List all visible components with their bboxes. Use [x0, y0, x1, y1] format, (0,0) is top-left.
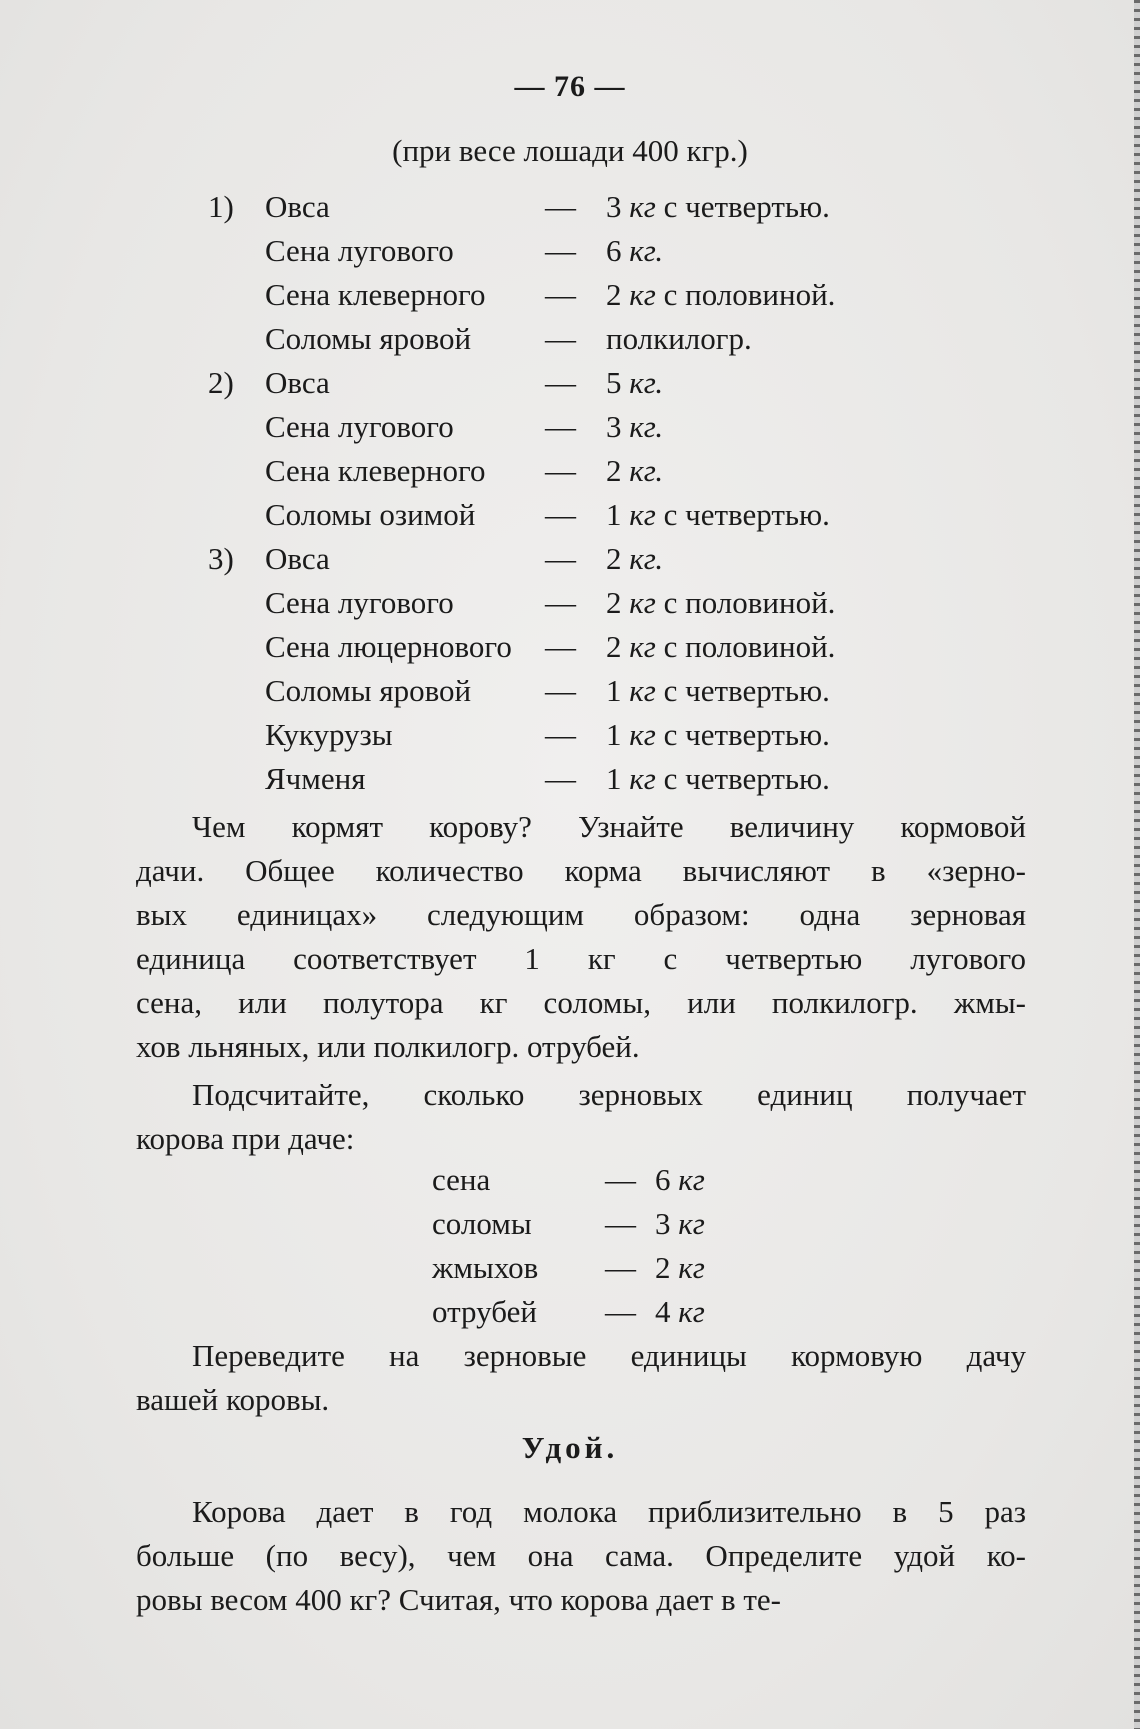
- text-line: вашей коровы.: [136, 1382, 330, 1417]
- dash: —: [545, 365, 576, 400]
- amount-rest: с четвертью.: [663, 717, 830, 752]
- feed-amount: [606, 361, 663, 405]
- feed-name: Овса: [265, 189, 330, 224]
- amount-rest: с четвертью.: [663, 673, 830, 708]
- ration-subtitle: (при весе лошади 400 кгр.): [392, 133, 748, 168]
- feed-amount: [606, 757, 830, 801]
- feed-name: Соломы яровой: [265, 673, 472, 708]
- amount-rest: с половиной.: [663, 585, 836, 620]
- amount-qty: 2: [606, 541, 622, 576]
- ration-number: 2): [208, 365, 234, 400]
- ration-row: [0, 713, 1140, 757]
- amount-qty: 3: [606, 409, 622, 444]
- feed-amount: [606, 273, 835, 317]
- amount-unit: кг: [629, 673, 656, 708]
- feed-amount: [606, 405, 663, 449]
- feed-amount: [606, 317, 752, 361]
- text-line: больше (по весу), чем она сама. Определите удой ко-: [136, 1538, 1026, 1573]
- amount-qty: 6: [655, 1162, 671, 1197]
- feed-name: сена: [432, 1162, 491, 1197]
- dash: —: [545, 497, 576, 532]
- amount-unit: кг: [629, 629, 656, 664]
- amount-qty: 2: [606, 453, 622, 488]
- amount-unit: кг.: [629, 409, 664, 444]
- amount-unit: кг.: [629, 365, 664, 400]
- feed-name: Сена клеверного: [265, 453, 486, 488]
- paragraph-milk-yield: [136, 1490, 1026, 1622]
- amount-rest: с половиной.: [663, 277, 836, 312]
- amount-qty: 4: [655, 1294, 671, 1329]
- paragraph-count-units: [136, 1073, 1026, 1161]
- ration-row: [0, 449, 1140, 493]
- amount-rest: с половиной.: [663, 629, 836, 664]
- amount-qty: 2: [606, 585, 622, 620]
- feed-amount: [655, 1158, 705, 1202]
- amount-qty: 1: [606, 761, 622, 796]
- feed-name: Кукурузы: [265, 717, 393, 752]
- feed-name: Сена лугового: [265, 585, 454, 620]
- text-line: Чем кормят корову? Узнайте величину кормовой: [192, 809, 1026, 844]
- dash: —: [545, 629, 576, 664]
- dash: —: [545, 717, 576, 752]
- feed-name: Овса: [265, 365, 330, 400]
- amount-qty: 3: [655, 1206, 671, 1241]
- feed-name: Соломы яровой: [265, 321, 472, 356]
- amount-unit: кг: [629, 189, 656, 224]
- text-line: ровы весом 400 кг? Считая, что корова дает в те-: [136, 1582, 781, 1617]
- feed-amount: [655, 1202, 705, 1246]
- cow-ration-row: [0, 1290, 1140, 1334]
- ration-row: [0, 757, 1140, 801]
- ration-row: [0, 405, 1140, 449]
- feed-name: Сена лугового: [265, 233, 454, 268]
- amount-unit: кг: [629, 277, 656, 312]
- amount-qty: 6: [606, 233, 622, 268]
- feed-amount: [606, 625, 835, 669]
- page-number: — 76 —: [514, 70, 626, 103]
- feed-amount: [655, 1246, 705, 1290]
- feed-amount: [606, 229, 663, 273]
- dash: —: [605, 1206, 636, 1241]
- amount-qty: 2: [606, 629, 622, 664]
- feed-name: Сена лугового: [265, 409, 454, 444]
- amount-rest: с четвертью.: [663, 497, 830, 532]
- feed-name: отрубей: [432, 1294, 537, 1329]
- dash: —: [545, 189, 576, 224]
- cow-ration-row: [0, 1246, 1140, 1290]
- text-line: Подсчитайте, сколько зерновых единиц получает: [192, 1077, 1026, 1112]
- ration-row: [0, 493, 1140, 537]
- feed-amount: [606, 449, 663, 493]
- feed-amount: [606, 185, 830, 229]
- ration-row: [0, 669, 1140, 713]
- feed-amount: [606, 493, 830, 537]
- amount-qty: 2: [655, 1250, 671, 1285]
- ration-row: [0, 317, 1140, 361]
- amount-qty: 2: [606, 277, 622, 312]
- text-line: хов льняных, или полкилогр. отрубей.: [136, 1029, 640, 1064]
- amount-unit: кг: [629, 585, 656, 620]
- text-line: вых единицах» следующим образом: одна зерновая: [136, 897, 1026, 932]
- amount-rest: с четвертью.: [663, 189, 830, 224]
- amount-qty: 3: [606, 189, 622, 224]
- dash: —: [605, 1162, 636, 1197]
- amount-rest: с четвертью.: [663, 761, 830, 796]
- amount-unit: кг: [629, 497, 656, 532]
- dash: —: [545, 277, 576, 312]
- text-line: Переведите на зерновые единицы кормовую дачу: [192, 1338, 1026, 1373]
- text-line: единица соответствует 1 кг с четвертью лугового: [136, 941, 1026, 976]
- amount-qty: полкилогр.: [606, 321, 752, 356]
- feed-amount: [606, 537, 663, 581]
- ration-number: 1): [208, 189, 234, 224]
- dash: —: [545, 409, 576, 444]
- text-line: корова при даче:: [136, 1121, 355, 1156]
- ration-row: [0, 273, 1140, 317]
- section-title: Удой.: [521, 1430, 619, 1465]
- amount-qty: 1: [606, 673, 622, 708]
- dash: —: [545, 585, 576, 620]
- text-line: сена, или полутора кг соломы, или полкилогр. жмы-: [136, 985, 1026, 1020]
- feed-name: Сена люцернового: [265, 629, 512, 664]
- paragraph-convert: [136, 1334, 1026, 1422]
- ration-number: 3): [208, 541, 234, 576]
- amount-unit: кг.: [629, 453, 664, 488]
- amount-unit: кг: [678, 1250, 705, 1285]
- ration-row: [0, 625, 1140, 669]
- feed-amount: [606, 713, 830, 757]
- ration-row: [0, 185, 1140, 229]
- feed-amount: [606, 669, 830, 713]
- amount-qty: 1: [606, 497, 622, 532]
- ration-row: [0, 581, 1140, 625]
- dash: —: [605, 1250, 636, 1285]
- feed-amount: [606, 581, 835, 625]
- dash: —: [545, 453, 576, 488]
- dash: —: [545, 541, 576, 576]
- feed-name: Соломы озимой: [265, 497, 476, 532]
- feed-name: Овса: [265, 541, 330, 576]
- feed-name: жмыхов: [432, 1250, 539, 1285]
- dash: —: [545, 673, 576, 708]
- dash: —: [545, 321, 576, 356]
- dash: —: [545, 761, 576, 796]
- amount-unit: кг.: [629, 541, 664, 576]
- amount-unit: кг: [629, 717, 656, 752]
- text-line: дачи. Общее количество корма вычисляют в «зерно-: [136, 853, 1026, 888]
- feed-amount: [655, 1290, 705, 1334]
- amount-qty: 5: [606, 365, 622, 400]
- cow-ration-row: [0, 1202, 1140, 1246]
- amount-unit: кг: [678, 1162, 705, 1197]
- cow-ration-row: [0, 1158, 1140, 1202]
- amount-unit: кг: [629, 761, 656, 796]
- feed-name: соломы: [432, 1206, 532, 1241]
- feed-name: Сена клеверного: [265, 277, 486, 312]
- amount-unit: кг.: [629, 233, 664, 268]
- paragraph-feed-units: [136, 805, 1026, 1069]
- dash: —: [545, 233, 576, 268]
- ration-row: [0, 537, 1140, 581]
- text-line: Корова дает в год молока приблизительно в 5 раз: [192, 1494, 1026, 1529]
- amount-qty: 1: [606, 717, 622, 752]
- dash: —: [605, 1294, 636, 1329]
- ration-row: [0, 361, 1140, 405]
- amount-unit: кг: [678, 1294, 705, 1329]
- ration-row: [0, 229, 1140, 273]
- amount-unit: кг: [678, 1206, 705, 1241]
- feed-name: Ячменя: [265, 761, 366, 796]
